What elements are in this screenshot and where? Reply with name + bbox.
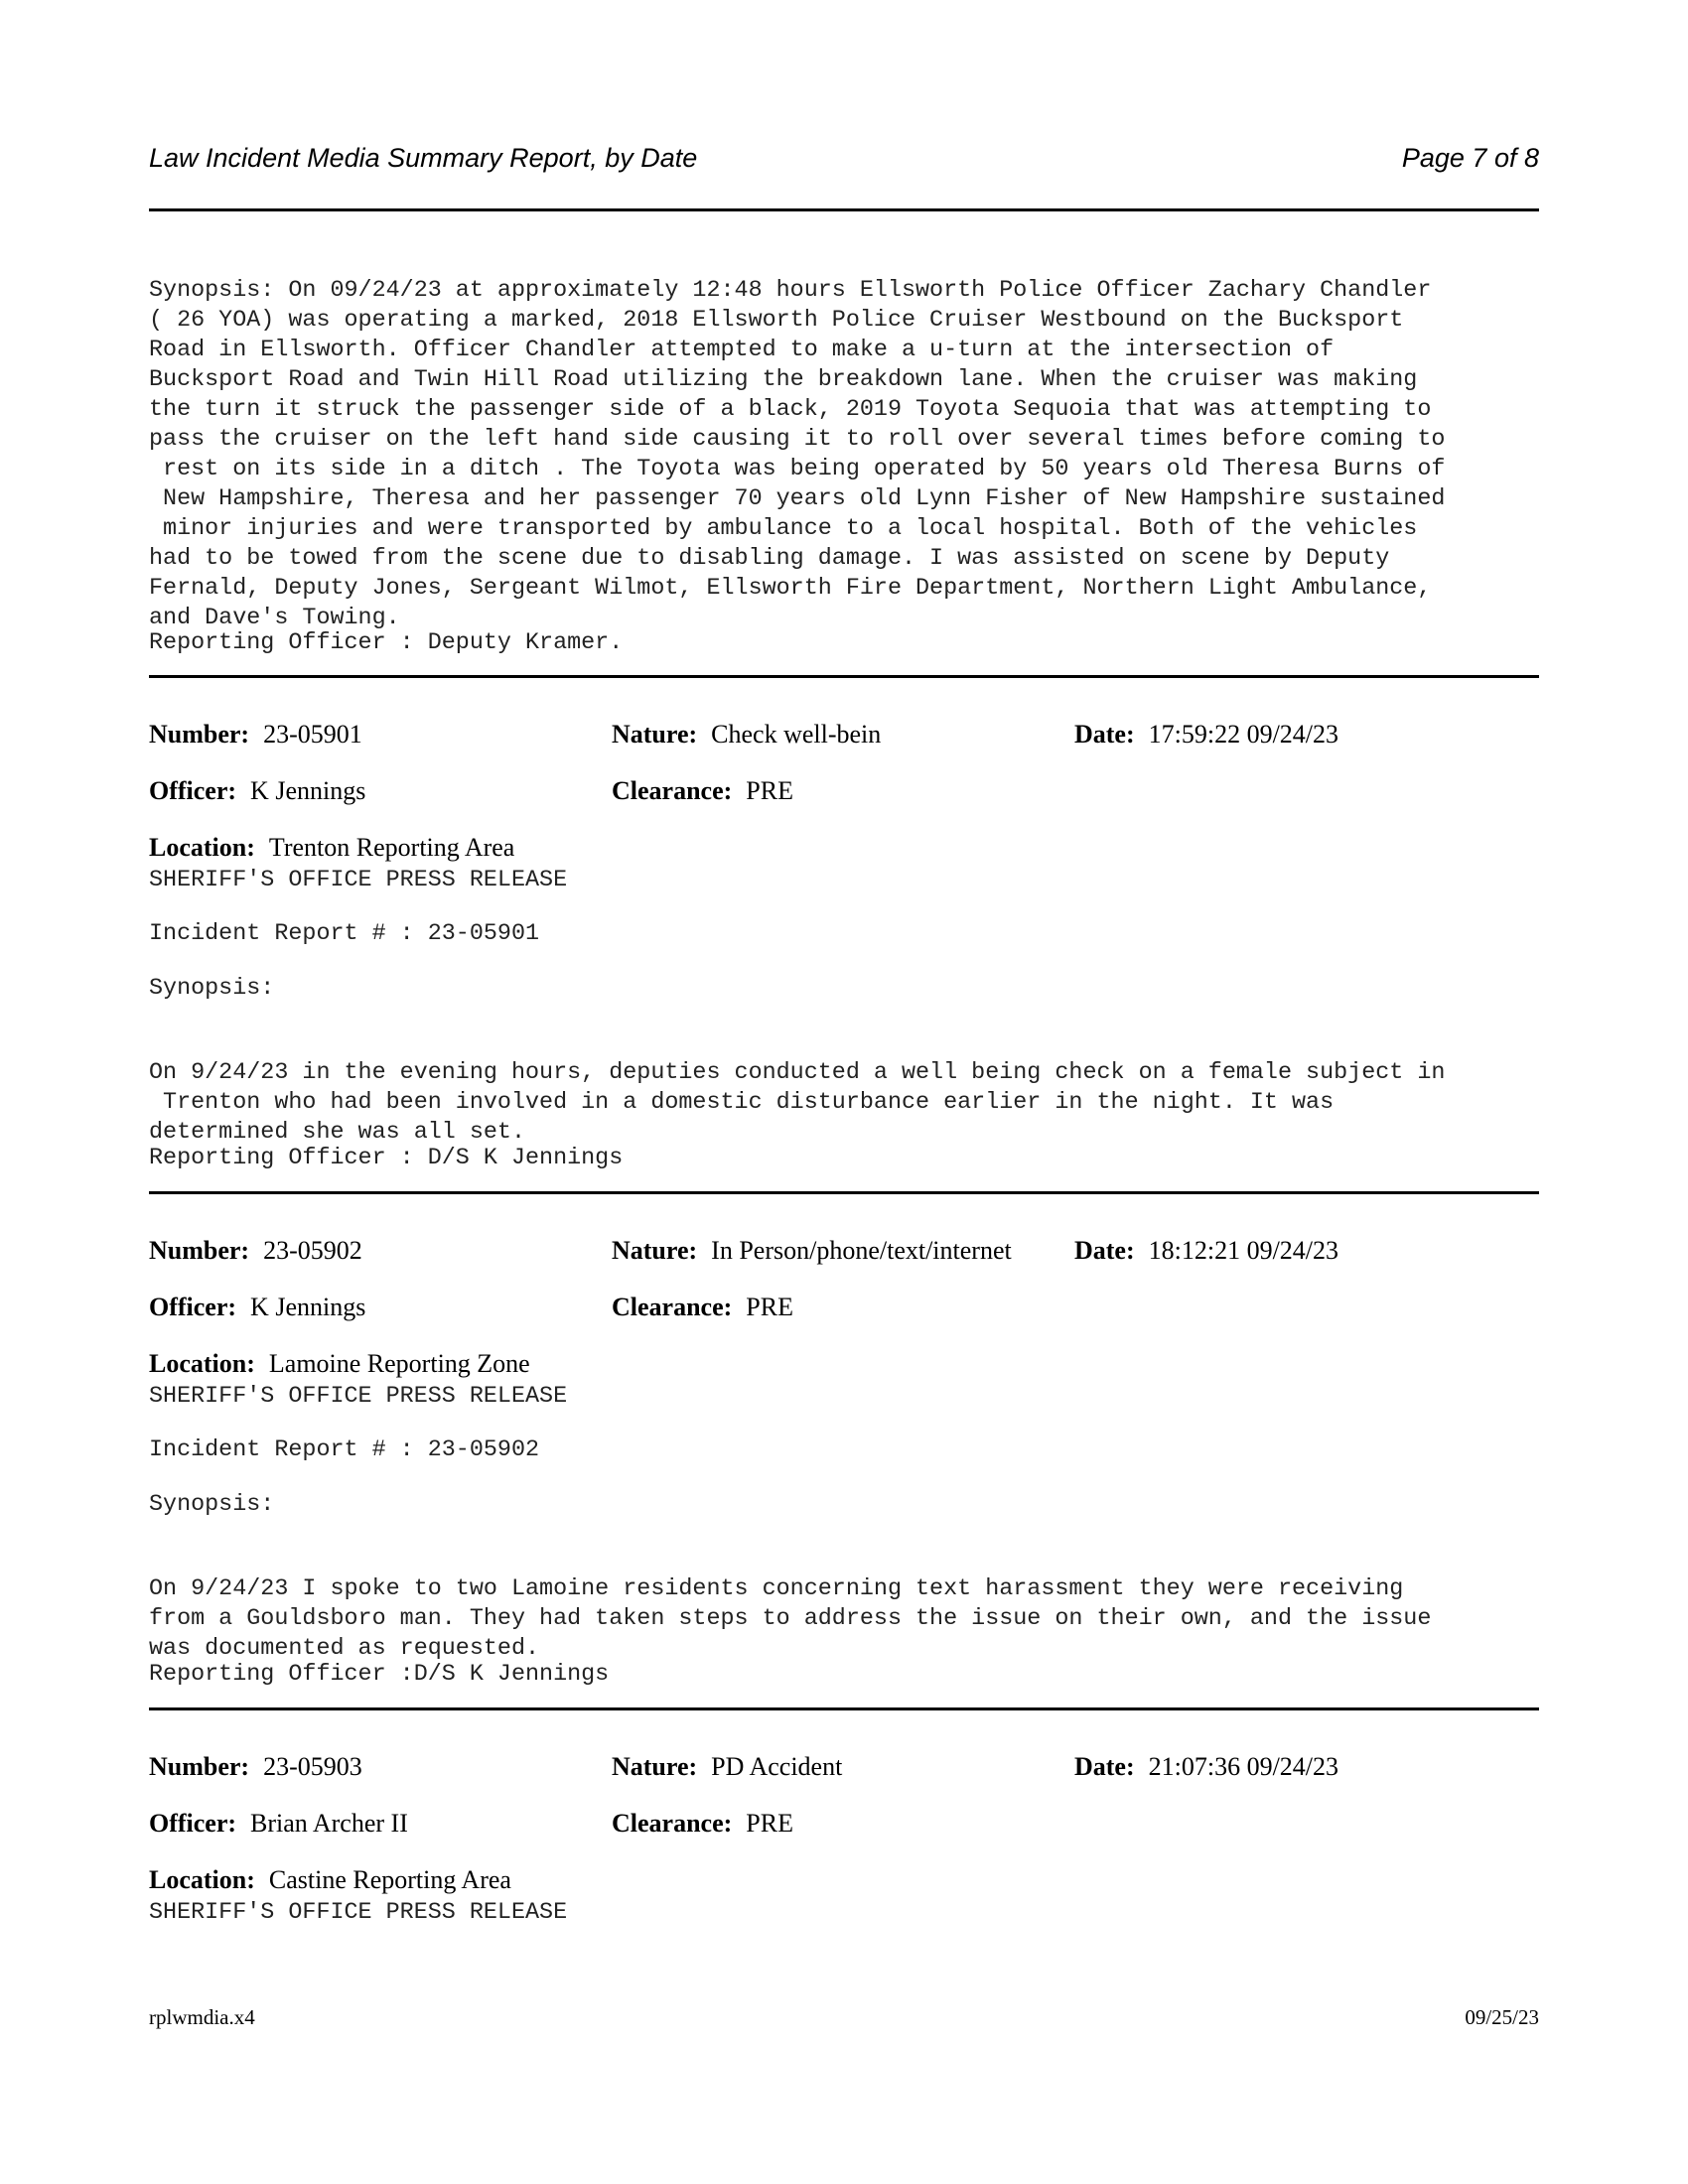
synopsis-line: and Dave's Towing. [149,606,400,631]
synopsis-label: Synopsis: [149,976,275,1002]
number-field: Number: 23-05901 [149,720,362,749]
number-field: Number: 23-05902 [149,1236,362,1265]
reporting-officer: Reporting Officer : Deputy Kramer. [149,630,624,656]
clearance-field: Clearance: PRE [612,1293,793,1321]
synopsis-text [149,1028,1445,1148]
location-field: Location: Trenton Reporting Area [149,833,515,862]
synopsis-line: On 9/24/23 I spoke to two Lamoine residents concerning text harassment they were receiving [149,1576,1404,1602]
header-rule [149,208,1539,211]
synopsis-text [149,1545,1431,1664]
synopsis-line: Road in Ellsworth. Officer Chandler attempted to make a u-turn at the intersection of [149,338,1335,363]
report-page [149,0,1539,2184]
officer-field: Officer: K Jennings [149,1293,366,1321]
synopsis-line: determined she was all set. [149,1120,525,1146]
synopsis-line: ( 26 YOA) was operating a marked, 2018 Ellsworth Police Cruiser Westbound on the Bucksport [149,308,1404,334]
section-rule [149,1707,1539,1710]
number-field: Number: 23-05903 [149,1752,362,1781]
nature-field: Nature: Check well-bein [612,720,882,749]
synopsis-line: Trenton who had been involved in a domestic disturbance earlier in the night. It was [149,1090,1335,1116]
incident-report-number: Incident Report # : 23-05901 [149,921,540,947]
date-field: Date: 18:12:21 09/24/23 [1074,1236,1339,1265]
synopsis-line: minor injuries and were transported by ambulance to a local hospital. Both of the vehicles [149,516,1418,542]
synopsis-line: On 9/24/23 in the evening hours, deputies conducted a well being check on a female subject in [149,1060,1446,1086]
synopsis-line: Synopsis: On 09/24/23 at approximately 12:48 hours Ellsworth Police Officer Zachary Chandler [149,278,1432,304]
synopsis-label: Synopsis: [149,1492,275,1518]
footer-report-id: rplwmdia.x4 [149,2005,255,2029]
synopsis-line: New Hampshire, Theresa and her passenger 70 years old Lynn Fisher of New Hampshire sustained [149,486,1446,512]
footer-date: 09/25/23 [1465,2005,1539,2029]
location-field: Location: Castine Reporting Area [149,1865,511,1894]
press-release-line: SHERIFF'S OFFICE PRESS RELEASE [149,1900,568,1926]
nature-field: Nature: PD Accident [612,1752,843,1781]
prior-synopsis [149,246,1445,633]
page-header [149,143,1539,183]
synopsis-line: had to be towed from the scene due to disabling damage. I was assisted on scene by Deputy [149,546,1390,572]
page-number: Page 7 of 8 [1401,143,1539,173]
synopsis-line: was documented as requested. [149,1636,540,1662]
clearance-field: Clearance: PRE [612,1809,793,1838]
synopsis-line: Fernald, Deputy Jones, Sergeant Wilmot, Ellsworth Fire Department, Northern Light Ambulance, [149,576,1432,602]
synopsis-line: from a Gouldsboro man. They had taken steps to address the issue on their own, and the issue [149,1606,1432,1632]
synopsis-line: Bucksport Road and Twin Hill Road utilizing the breakdown lane. When the cruiser was making [149,367,1418,393]
nature-field: Nature: In Person/phone/text/internet [612,1236,1012,1265]
press-release-line: SHERIFF'S OFFICE PRESS RELEASE [149,868,568,893]
section-rule [149,675,1539,678]
location-field: Location: Lamoine Reporting Zone [149,1349,530,1378]
officer-field: Officer: Brian Archer II [149,1809,408,1838]
report-title: Law Incident Media Summary Report, by Date [149,143,698,173]
section-rule [149,1191,1539,1194]
synopsis-line: the turn it struck the passenger side of a black, 2019 Toyota Sequoia that was attempting to [149,397,1432,423]
incident-report-number: Incident Report # : 23-05902 [149,1437,540,1463]
officer-field: Officer: K Jennings [149,776,366,805]
reporting-officer: Reporting Officer :D/S K Jennings [149,1662,610,1688]
synopsis-line: pass the cruiser on the left hand side causing it to roll over several times before coming to [149,427,1446,453]
date-field: Date: 17:59:22 09/24/23 [1074,720,1339,749]
reporting-officer: Reporting Officer : D/S K Jennings [149,1146,624,1171]
date-field: Date: 21:07:36 09/24/23 [1074,1752,1339,1781]
synopsis-line: rest on its side in a ditch . The Toyota was being operated by 50 years old Theresa Burns of [149,457,1446,482]
clearance-field: Clearance: PRE [612,776,793,805]
press-release-line: SHERIFF'S OFFICE PRESS RELEASE [149,1384,568,1410]
